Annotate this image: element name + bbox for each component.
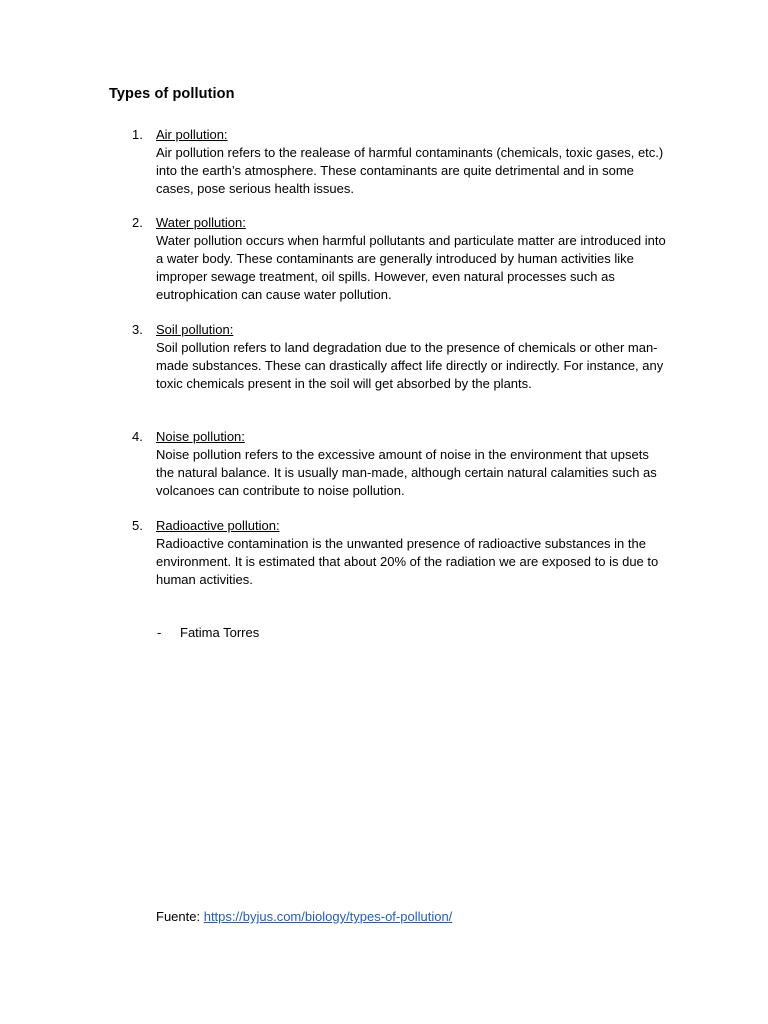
source-link[interactable]: https://byjus.com/biology/types-of-pollution/ xyxy=(203,909,453,924)
item-paragraph: Water pollution occurs when harmful pollutants and particulate matter are introduced into a water body. These contaminants are generally introduced by human activities like improper sewage treatment, oil spills. However, even natural processes such as eutrophication can cause water pollution. xyxy=(156,232,666,302)
document-title: Types of pollution xyxy=(109,86,235,102)
signature-dash: - xyxy=(157,625,162,640)
list-number: 1. xyxy=(132,127,143,142)
item-heading: Water pollution: xyxy=(156,215,246,230)
list-item-body xyxy=(156,517,666,589)
list-number: 4. xyxy=(132,429,143,444)
item-heading: Radioactive pollution: xyxy=(156,518,280,533)
item-heading: Air pollution: xyxy=(156,127,228,142)
list-number: 5. xyxy=(132,518,143,533)
author-name: Fatima Torres xyxy=(180,625,260,640)
item-paragraph: Air pollution refers to the realease of harmful contaminants (chemicals, toxic gases, etc.) into the earth’s atmosphere. These contaminants are quite detrimental and in some cases, pose serious health issues. xyxy=(156,144,664,196)
list-number: 3. xyxy=(132,322,143,337)
list-item-body xyxy=(156,321,666,393)
source-citation xyxy=(156,908,452,926)
list-number: 2. xyxy=(132,215,143,230)
list-item-body xyxy=(156,126,666,198)
item-paragraph: Soil pollution refers to land degradation due to the presence of chemicals or other man-made substances. These can drastically affect life directly or indirectly. For instance, any toxic chemicals present in the soil will get absorbed by the plants. xyxy=(156,339,664,391)
item-paragraph: Noise pollution refers to the excessive amount of noise in the environment that upsets the natural balance. It is usually man-made, although certain natural calamities such as volcanoes can contribute to noise pollution. xyxy=(156,446,657,498)
item-paragraph: Radioactive contamination is the unwanted presence of radioactive substances in the environment. It is estimated that about 20% of the radiation we are exposed to is due to human activities. xyxy=(156,535,659,587)
item-heading: Noise pollution: xyxy=(156,429,245,444)
source-label: Fuente: xyxy=(156,909,201,924)
item-heading: Soil pollution: xyxy=(156,322,234,337)
list-item-body xyxy=(156,428,666,500)
list-item-body xyxy=(156,214,666,304)
